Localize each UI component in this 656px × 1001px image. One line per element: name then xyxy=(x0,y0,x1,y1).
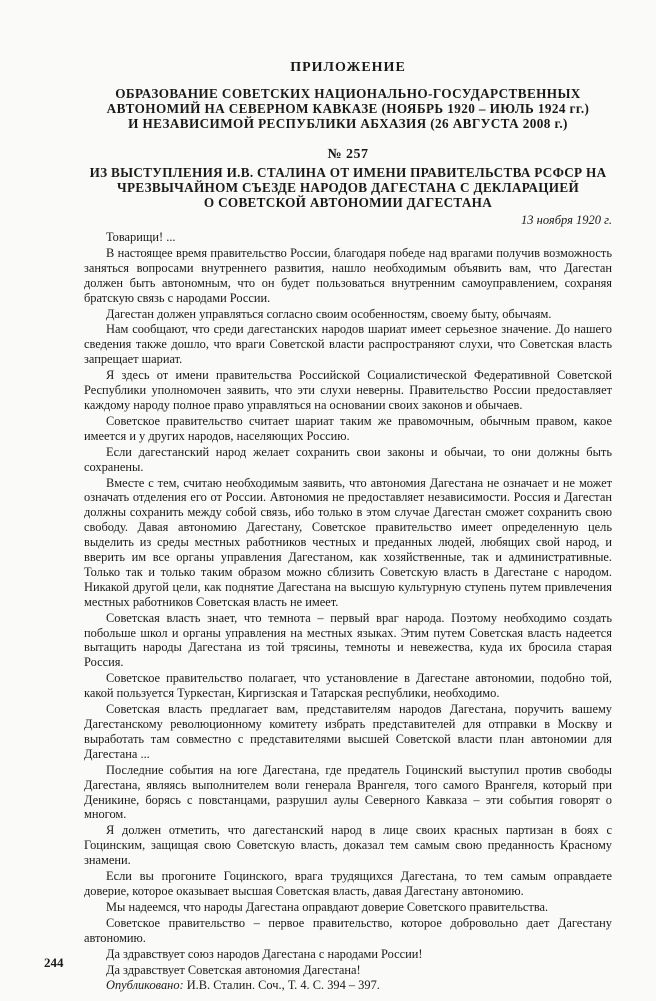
paragraph: Да здравствует Советская автономия Дагестана! xyxy=(106,962,361,977)
section-title-line: АВТОНОМИЙ НА СЕВЕРНОМ КАВКАЗЕ (НОЯБРЬ 1920 – ИЮЛЬ 1924 гг.) xyxy=(106,101,590,116)
document-title-line: ИЗ ВЫСТУПЛЕНИЯ И.В. СТАЛИНА ОТ ИМЕНИ ПРАВИТЕЛЬСТВА РСФСР НА xyxy=(89,165,607,180)
document-title-line: ЧРЕЗВЫЧАЙНОМ СЪЕЗДЕ НАРОДОВ ДАГЕСТАНА С ДЕКЛАРАЦИЕЙ xyxy=(116,180,580,195)
paragraph: Товарищи! ... xyxy=(106,230,176,244)
source-note xyxy=(84,978,612,993)
paragraph: Вместе с тем, считаю необходимым заявить, что автономия Дагестана не означает и не может означать отделения его от России. Автономия не предоставляет независимости. Россия и Дагестан должны сохранить между собой связь, ибо только в этом случае Дагестан сможет сохранить свою свободу. Давая автономию Дагестану, Советское правительство имеет определенную цель выделить из среды местных работников честных и преданных людей, любящих свой народ, и вверить им все органы управления Дагестаном, как хозяйственные, так и административные. Только так и только таким образом можно сблизить Советскую власть в Дагестане с народом. Никакой другой цели, как поднятие Дагестана на высшую культурную ступень путем привлечения местных работников Советская власть не имеет. xyxy=(84,475,612,609)
speech-body xyxy=(84,230,612,993)
paragraph: Советское правительство – первое правительство, которое добровольно дает Дагестану автономию. xyxy=(84,915,612,945)
appendix-title: ПРИЛОЖЕНИЕ xyxy=(290,60,406,75)
paragraph: В настоящее время правительство России, благодаря победе над врагами получив возможность заняться вопросами внутреннего развития, нашло необходимым объявить вам, что Дагестан должен быть автономным, что он будет пользоваться внутренним самоуправлением, сохраняя братскую связь с народами России. xyxy=(84,245,612,305)
paragraph: Если дагестанский народ желает сохранить свои законы и обычаи, то они должны быть сохранены. xyxy=(84,444,612,474)
section-title-line: ОБРАЗОВАНИЕ СОВЕТСКИХ НАЦИОНАЛЬНО-ГОСУДАРСТВЕННЫХ xyxy=(115,86,581,101)
page-number: 244 xyxy=(44,955,64,970)
paragraph: Дагестан должен управляться согласно своим особенностям, своему быту, обычаям. xyxy=(106,306,552,321)
paragraph: Последние события на юге Дагестана, где предатель Гоцинский выступил против свободы Дагестана, являясь выполнителем воли генерала Врангеля, того самого Врангеля, который при Деникине, борясь с повстанцами, разрушил аулы Северного Кавказа – эти события говорят о многом. xyxy=(84,762,612,822)
paragraph: Мы надеемся, что народы Дагестана оправдают доверие Советского правительства. xyxy=(106,899,549,914)
paragraph: Советское правительство полагает, что установление в Дагестане автономии, подобно той, какой пользуется Туркестан, Киргизская и Татарская республики, необходимо. xyxy=(84,671,612,701)
source-text: И.В. Сталин. Соч., Т. 4. С. 394 – 397. xyxy=(183,978,380,993)
speech-date: 13 ноября 1920 г. xyxy=(521,213,612,227)
document-title xyxy=(84,165,612,210)
paragraph: Я должен отметить, что дагестанский народ в лице своих красных партизан в боях с Гоцинским, защищая свою Советскую власть, доказал тем самым свою преданность Красному знамени. xyxy=(84,823,612,868)
paragraph: Советская власть предлагает вам, представителям народов Дагестана, поручить вашему Дагестанскому революционному комитету избрать представителей для отправки в Москву и выработать там совместно с представителями высшей Советской власти план автономии для Дагестана ... xyxy=(84,702,612,761)
section-title xyxy=(84,86,612,131)
paragraph: Советское правительство считает шариат таким же правомочным, обычным правом, какое имеется и у других народов, населяющих Россию. xyxy=(84,413,612,443)
source-label: Опубликовано: xyxy=(106,978,184,993)
paragraph: Если вы прогоните Гоцинского, врага трудящихся Дагестана, то тем самым оправдаете доверие, которое оказывает высшая Советская власть, давая Дагестану автономию. xyxy=(84,869,612,898)
paragraph: Да здравствует союз народов Дагестана с народами России! xyxy=(106,946,423,961)
paragraph: Я здесь от имени правительства Российской Социалистической Федеративной Советской Республики уполномочен заявить, что эти слухи неверны. Правительство России предоставляет каждому народу полное право управляться на основании своих законов и обычаев. xyxy=(84,368,612,412)
document-title-line: О СОВЕТСКОЙ АВТОНОМИИ ДАГЕСТАНА xyxy=(203,195,493,210)
section-title-line: И НЕЗАВИСИМОЙ РЕСПУБЛИКИ АБХАЗИЯ (26 АВГУСТА 2008 г.) xyxy=(128,116,568,131)
paragraph: Советская власть знает, что темнота – первый враг народа. Поэтому необходимо создать побольше школ и органы управления на местных языках. Этим путем Советская власть надеется вытащить народы Дагестана из той трясины, темноты и невежества, куда их бросила старая Россия. xyxy=(84,610,612,670)
document-number: № 257 xyxy=(327,147,369,162)
paragraph: Нам сообщают, что среди дагестанских народов шариат имеет серьезное значение. До нашего сведения также дошло, что враги Советской власти распространяют слухи, что Советская власть запрещает шариат. xyxy=(84,322,612,367)
